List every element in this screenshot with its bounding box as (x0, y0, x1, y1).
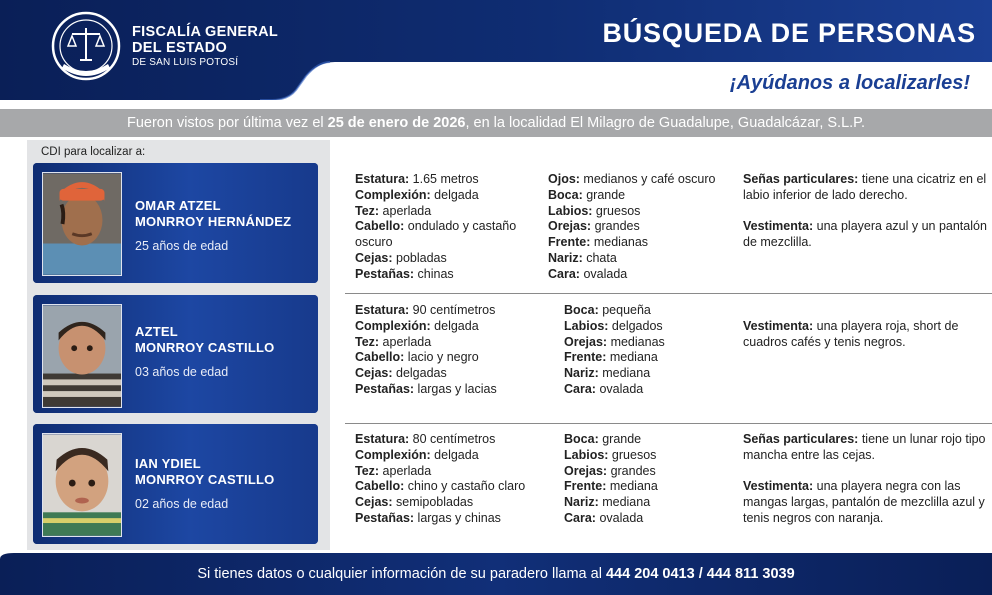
person-card-1 (33, 163, 318, 283)
detail-value: tiene un lunar rojo tipo (858, 432, 986, 446)
detail-line (355, 172, 516, 188)
person-1-details-col2 (548, 172, 715, 283)
detail-key: Cejas: (355, 495, 393, 510)
detail-value: mediana (598, 495, 651, 510)
detail-line (743, 432, 992, 448)
detail-value: gruesos (608, 447, 657, 462)
detail-value: medianos y café oscuro (579, 172, 716, 186)
detail-key: Estatura: (355, 303, 410, 317)
detail-line (355, 251, 516, 267)
detail-value: pequeña (598, 303, 651, 317)
detail-key: Vestimenta: (743, 219, 814, 234)
detail-key: Frente: (564, 479, 607, 494)
detail-line (548, 204, 715, 220)
detail-key: Frente: (564, 350, 607, 365)
detail-value: mediana (598, 366, 651, 381)
detail-line (564, 335, 665, 351)
detail-key: Tez: (355, 203, 380, 218)
person-age-3: 02 años de edad (135, 497, 229, 511)
detail-key: Vestimenta: (743, 318, 814, 333)
detail-line (564, 303, 665, 319)
detail-value: grande (598, 432, 642, 446)
detail-value: labio inferior de lado derecho. (743, 187, 908, 202)
detail-key: Labios: (564, 318, 609, 333)
detail-key: Cabello: (355, 350, 405, 365)
detail-value: 80 centímetros (409, 432, 496, 446)
detail-value: chino y castaño claro (404, 479, 526, 494)
detail-line (548, 219, 715, 235)
detail-key: Orejas: (564, 463, 608, 478)
detail-key: Tez: (355, 463, 380, 478)
detail-line (355, 495, 525, 511)
person-age-2: 03 años de edad (135, 365, 229, 379)
detail-line (564, 448, 658, 464)
org-line-1: FISCALÍA GENERAL (132, 24, 279, 40)
page-title: BÚSQUEDA DE PERSONAS (602, 18, 976, 48)
detail-value: una playera roja, short de (813, 318, 959, 333)
detail-key: Pestañas: (355, 266, 415, 281)
detail-key: Cejas: (355, 366, 393, 381)
detail-key: Estatura: (355, 432, 410, 446)
detail-value: mangas largas, pantalón de mezclilla azul y (743, 495, 985, 510)
phone-divider: / (698, 566, 703, 582)
detail-value: delgada (430, 447, 479, 462)
detail-key: Cara: (564, 510, 596, 525)
person-photo-3 (42, 433, 122, 537)
detail-value: mediana (606, 350, 658, 365)
detail-value: aperlada (379, 463, 432, 478)
detail-value: ovalada (579, 266, 628, 281)
detail-line (743, 479, 992, 495)
person-card-2 (33, 295, 318, 413)
detail-line (743, 511, 992, 527)
detail-line (743, 172, 992, 188)
detail-line (564, 350, 665, 366)
detail-key: Complexión: (355, 318, 431, 333)
detail-value: aperlada (379, 334, 432, 349)
detail-value: delgados (608, 318, 663, 333)
detail-key: Cabello: (355, 479, 405, 494)
detail-line (355, 448, 525, 464)
detail-key: Pestañas: (355, 381, 415, 396)
person-age-1: 25 años de edad (135, 239, 229, 253)
detail-line (355, 511, 525, 527)
detail-line (355, 319, 497, 335)
detail-line (355, 303, 497, 319)
row-separator-1 (345, 293, 992, 294)
phone-number-2[interactable]: 444 811 3039 (706, 566, 795, 582)
detail-key: Boca: (548, 187, 583, 202)
detail-value: pobladas (392, 250, 447, 265)
detail-line (355, 464, 525, 480)
detail-value: una playera azul y un pantalón (813, 219, 987, 234)
detail-line (355, 219, 516, 235)
last-seen-band (0, 109, 992, 137)
detail-line (564, 366, 665, 382)
detail-key: Frente: (548, 235, 591, 250)
detail-value: delgadas (392, 366, 447, 381)
detail-line (564, 319, 665, 335)
detail-key: Boca: (564, 432, 599, 446)
detail-value: medianas (607, 334, 665, 349)
person-name-3: IAN YDIEL MONRROY CASTILLO (135, 456, 275, 487)
row-separator-2 (345, 423, 992, 424)
footer-text: Si tienes datos o cualquier información de su paradero llama al (197, 566, 602, 582)
detail-key: Cara: (548, 266, 580, 281)
detail-value: oscuro (355, 235, 393, 250)
detail-line (743, 335, 992, 351)
person-photo-1 (42, 172, 122, 276)
detail-key: Complexión: (355, 447, 431, 462)
detail-value: largas y chinas (414, 510, 501, 525)
detail-key: Nariz: (564, 495, 599, 510)
cdi-label: CDI para localizar a: (41, 146, 146, 158)
last-seen-date: 25 de enero de 2026 (327, 115, 466, 131)
detail-line (355, 382, 497, 398)
detail-key: Boca: (564, 303, 599, 317)
last-seen-prefix: Fueron vistos por última vez el (126, 115, 324, 131)
detail-line (743, 464, 992, 480)
detail-value: grandes (607, 463, 656, 478)
detail-line (743, 188, 992, 204)
detail-value: ondulado y castaño (404, 219, 517, 234)
detail-key: Cabello: (355, 219, 405, 234)
detail-value: tiene una cicatriz en el (858, 172, 987, 186)
detail-key: Labios: (548, 203, 593, 218)
detail-key: Señas particulares: (743, 172, 859, 186)
detail-value: 90 centímetros (409, 303, 496, 317)
detail-key: Orejas: (564, 334, 608, 349)
detail-value: lacio y negro (404, 350, 479, 365)
detail-line (743, 303, 992, 319)
detail-value: grande (582, 187, 626, 202)
person-2-details-col1 (355, 303, 497, 398)
detail-line (564, 479, 658, 495)
detail-line (355, 235, 516, 251)
organization-name (132, 24, 278, 69)
detail-key: Cara: (564, 381, 596, 396)
org-line-2: DEL ESTADO (132, 40, 228, 56)
detail-line (355, 479, 525, 495)
detail-key: Cejas: (355, 250, 393, 265)
detail-value: una playera negra con las (813, 479, 961, 494)
last-seen-location: , en la localidad El Milagro de Guadalupe, Guadalcázar, S.L.P. (465, 115, 866, 131)
detail-value: chata (582, 250, 617, 265)
detail-line (743, 235, 992, 251)
detail-value: tenis negros con naranja. (743, 510, 884, 525)
detail-line (743, 495, 992, 511)
detail-key: Señas particulares: (743, 432, 859, 446)
person-3-details-col3 (743, 432, 992, 527)
detail-line (355, 432, 525, 448)
detail-line (564, 464, 658, 480)
detail-line (355, 204, 516, 220)
phone-number-1[interactable]: 444 204 0413 (605, 566, 695, 582)
detail-value: delgada (430, 318, 479, 333)
detail-value: chinas (414, 266, 454, 281)
detail-key: Estatura: (355, 172, 410, 186)
detail-line (355, 335, 497, 351)
person-3-details-col1 (355, 432, 525, 527)
person-name-1: OMAR ATZEL MONRROY HERNÁNDEZ (135, 198, 292, 229)
detail-key: Labios: (564, 447, 609, 462)
detail-line (355, 188, 516, 204)
person-3-details-col2 (564, 432, 658, 527)
detail-value: medianas (590, 235, 649, 250)
person-1-details-col3 (743, 172, 992, 251)
detail-line (743, 319, 992, 335)
detail-value: ovalada (595, 381, 644, 396)
detail-key: Complexión: (355, 187, 431, 202)
fiscalia-seal-icon (46, 10, 126, 86)
page-subtitle: ¡Ayúdanos a localizarles! (729, 72, 970, 94)
detail-line (548, 235, 715, 251)
detail-line (564, 432, 658, 448)
detail-line (548, 267, 715, 283)
detail-value: gruesos (592, 203, 641, 218)
detail-line (564, 382, 665, 398)
detail-key: Tez: (355, 334, 380, 349)
detail-line (743, 448, 992, 464)
footer-contact (0, 553, 992, 595)
detail-value: delgada (430, 187, 479, 202)
detail-line (743, 204, 992, 220)
person-2-details-col2 (564, 303, 665, 398)
detail-key: Ojos: (548, 172, 580, 186)
detail-value: grandes (591, 219, 640, 234)
detail-key: Nariz: (548, 250, 583, 265)
detail-line (548, 251, 715, 267)
detail-line (355, 267, 516, 283)
detail-line (548, 172, 715, 188)
detail-value: mancha entre las cejas. (743, 447, 876, 462)
detail-value: aperlada (379, 203, 432, 218)
person-card-3 (33, 424, 318, 544)
detail-key: Vestimenta: (743, 479, 814, 494)
detail-line (564, 495, 658, 511)
detail-value: mediana (606, 479, 658, 494)
detail-key: Nariz: (564, 366, 599, 381)
detail-line (743, 219, 992, 235)
detail-line (564, 511, 658, 527)
detail-value: semipobladas (392, 495, 474, 510)
person-1-details-col1 (355, 172, 516, 283)
org-line-3: DE SAN LUIS POTOSÍ (132, 57, 239, 68)
detail-line (548, 188, 715, 204)
detail-value: largas y lacias (414, 381, 497, 396)
person-name-2: AZTEL MONRROY CASTILLO (135, 324, 275, 355)
person-photo-2 (42, 304, 122, 408)
person-2-details-col3 (743, 303, 992, 350)
detail-value: ovalada (595, 510, 644, 525)
detail-line (355, 350, 497, 366)
detail-key: Pestañas: (355, 510, 415, 525)
footer-bar (0, 553, 992, 595)
detail-line (355, 366, 497, 382)
detail-value: de mezclilla. (743, 235, 812, 250)
detail-value: cuadros cafés y tenis negros. (743, 334, 906, 349)
detail-key: Orejas: (548, 219, 592, 234)
detail-value: 1.65 metros (409, 172, 479, 186)
